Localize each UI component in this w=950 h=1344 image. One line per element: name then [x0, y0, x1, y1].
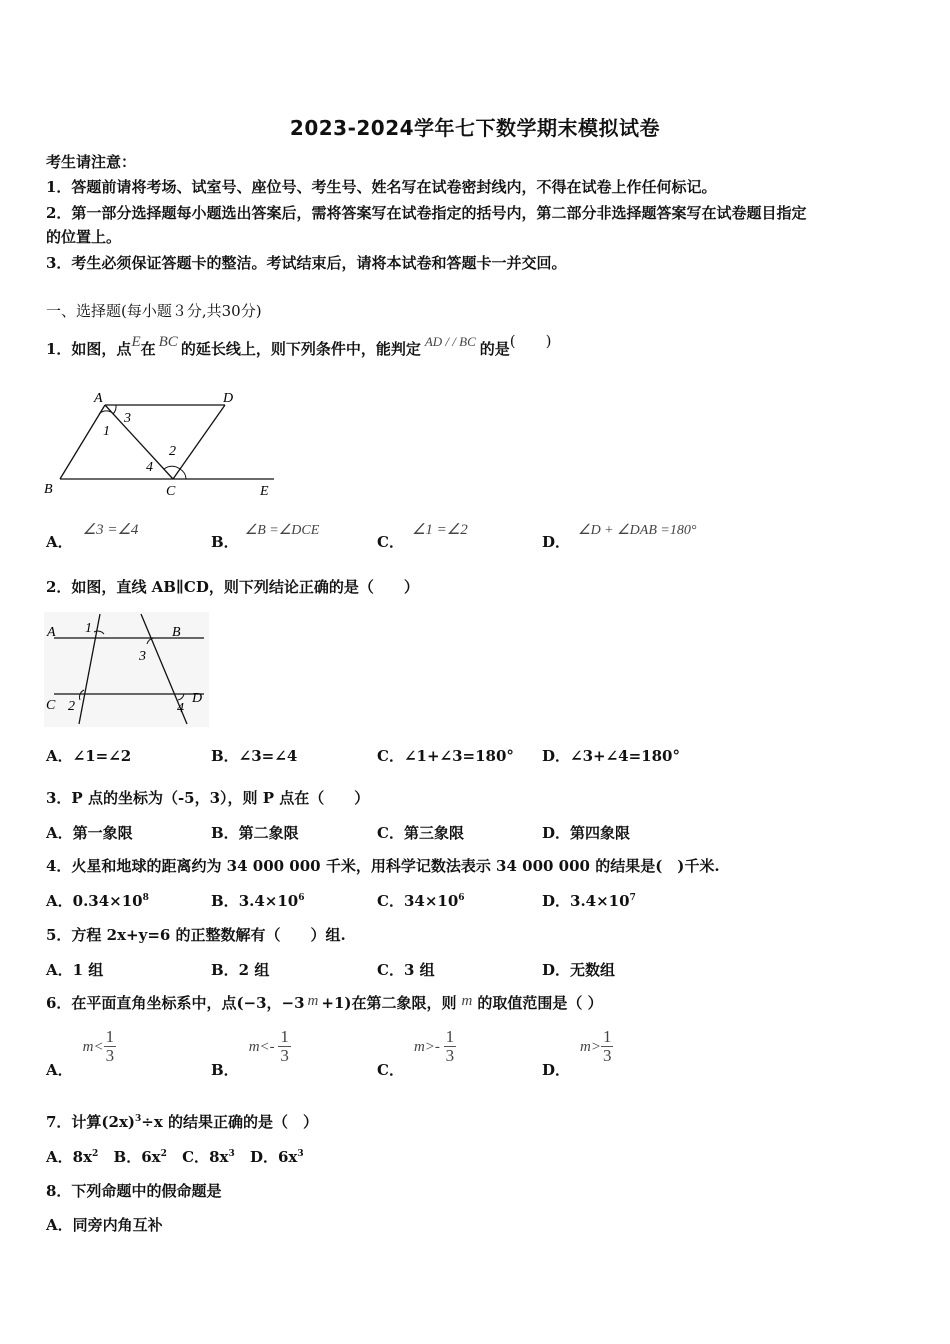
fig-label: 3 — [124, 411, 131, 426]
q1-math-e: E — [131, 334, 141, 350]
fig-label: A — [94, 391, 103, 406]
q5-option-a[interactable]: A．1 组 — [46, 961, 104, 979]
fig-label: E — [260, 484, 269, 499]
q1-option-c[interactable]: C．∠1 =∠2 — [377, 522, 468, 551]
q5-option-d[interactable]: D．无数组 — [542, 961, 616, 979]
fig-label: B — [44, 482, 53, 497]
q2-option-b[interactable]: B．∠3=∠4 — [211, 747, 298, 765]
q1-option-b[interactable]: B．∠B =∠DCE — [211, 523, 320, 551]
q1-text: 1．如图，点 — [46, 340, 132, 358]
notice-item: 2．第一部分选择题每小题选出答案后，需将答案写在试卷指定的括号内，第二部分非选择题答案写在试卷题目指定 — [46, 204, 807, 222]
q4-option-b[interactable]: B．$3.4\times 10^6$ — [211, 892, 305, 910]
q5-option-b[interactable]: B．2 组 — [211, 961, 270, 979]
q8-option-a[interactable]: A．同旁内角互补 — [46, 1216, 163, 1234]
q6-option-b[interactable]: B．m<- $\frac{1}{3}$ — [211, 1027, 289, 1079]
question-2: 2．如图，直线 AB∥CD，则下列结论正确的是（ ） — [46, 578, 419, 596]
q6-math-m: m — [461, 993, 473, 1009]
fig-label: 1 — [85, 621, 92, 636]
q4-option-a[interactable]: A．$0.34\times 10^8$ — [46, 892, 149, 910]
answer-paren: ( ) — [509, 332, 552, 350]
fig-label: 1 — [103, 424, 110, 439]
q1-option-a[interactable]: A．∠3 =∠4 — [46, 522, 139, 551]
fig-label: C — [46, 698, 56, 713]
q7-option-d[interactable]: D．$6x^3$ — [249, 1148, 304, 1166]
q1-text: 的是 — [479, 340, 510, 358]
q2-option-c[interactable]: C．∠1+∠3=180° — [377, 747, 514, 765]
fig-label: A — [47, 625, 56, 640]
q7-option-c[interactable]: C．$8x^3$ — [182, 1148, 235, 1166]
q2-option-d[interactable]: D．∠3+∠4=180° — [542, 747, 680, 765]
q3-option-b[interactable]: B．第二象限 — [211, 824, 299, 842]
fig-label: 2 — [68, 699, 75, 714]
notice-item: 的位置上。 — [46, 228, 122, 246]
angle-arc — [113, 405, 116, 414]
q3-option-c[interactable]: C．第三象限 — [377, 824, 464, 842]
angle-arc — [180, 469, 186, 479]
q1-text: 的延长线上，则下列条件中，能判定 — [180, 340, 421, 358]
q4-option-c[interactable]: C．$34\times 10^6$ — [377, 892, 465, 910]
question-4: 4．火星和地球的距离约为 34 000 000 千米，用科学记数法表示 34 000 000 的结果是( )千米. — [46, 857, 720, 875]
q6-option-a[interactable]: A．m< $\frac{1}{3}$ — [46, 1027, 115, 1079]
fig-label: B — [172, 625, 181, 640]
line-ac — [105, 405, 173, 479]
question-6: 6．在平面直角坐标系中，点(−3，−3 m +1)在第二象限，则 m 的取值范围是（ ） — [46, 993, 603, 1012]
q6-option-c[interactable]: C．m>- $\frac{1}{3}$ — [377, 1027, 455, 1079]
q1-option-d[interactable]: D．∠D + ∠DAB =180° — [542, 523, 697, 551]
q1-figure — [40, 385, 285, 500]
q1-text: 在 — [140, 340, 156, 358]
fig-label: 4 — [146, 460, 153, 475]
q7-option-a[interactable]: A．$8x^2$ — [46, 1148, 99, 1166]
q2-option-a[interactable]: A．∠1=∠2 — [46, 747, 132, 765]
fig-label: D — [192, 691, 203, 706]
notice-item: 1．答题前请将考场、试室号、座位号、考生号、姓名写在试卷密封线内，不得在试卷上作任何标记。 — [46, 178, 717, 196]
page-title: 2023-2024学年七下数学期末模拟试卷 — [289, 116, 661, 140]
q5-option-c[interactable]: C．3 组 — [377, 961, 435, 979]
q6-option-d[interactable]: D．m> $\frac{1}{3}$ — [542, 1027, 612, 1079]
fig-label: 2 — [169, 444, 176, 459]
q7-options — [46, 1146, 304, 1167]
question-1 — [46, 332, 552, 360]
fig-label: 4 — [177, 701, 184, 716]
question-7: 7．计算$(2x)^3\div x$ 的结果正确的是（ ） — [46, 1113, 319, 1131]
question-8: 8．下列命题中的假命题是 — [46, 1182, 222, 1200]
fig-label: 3 — [139, 649, 146, 664]
question-3: 3．P 点的坐标为（-5，3），则 P 点在（ ） — [46, 789, 370, 807]
q1-math-parallel: AD / / BC — [424, 334, 476, 349]
notice-heading: 考生请注意： — [46, 153, 137, 171]
angle-arc — [164, 466, 180, 469]
fig-label: D — [223, 391, 234, 406]
q4-option-d[interactable]: D．$3.4\times 10^7$ — [542, 892, 636, 910]
line-dc — [173, 405, 225, 479]
q2-figure — [44, 612, 209, 727]
q3-option-d[interactable]: D．第四象限 — [542, 824, 631, 842]
q7-option-b[interactable]: B．$6x^2$ — [113, 1148, 167, 1166]
q1-math-bc: BC — [158, 334, 178, 350]
q6-math-m: m — [307, 993, 319, 1009]
notice-item: 3．考生必须保证答题卡的整洁。考试结束后，请将本试卷和答题卡一并交回。 — [46, 254, 567, 272]
question-5: 5．方程 2x+y=6 的正整数解有（ ）组. — [46, 926, 346, 944]
fig-label: C — [166, 484, 176, 499]
q3-option-a[interactable]: A．第一象限 — [46, 824, 133, 842]
line-ab — [60, 405, 105, 479]
section-heading: 一、选择题(每小题３分,共30分) — [46, 302, 262, 320]
